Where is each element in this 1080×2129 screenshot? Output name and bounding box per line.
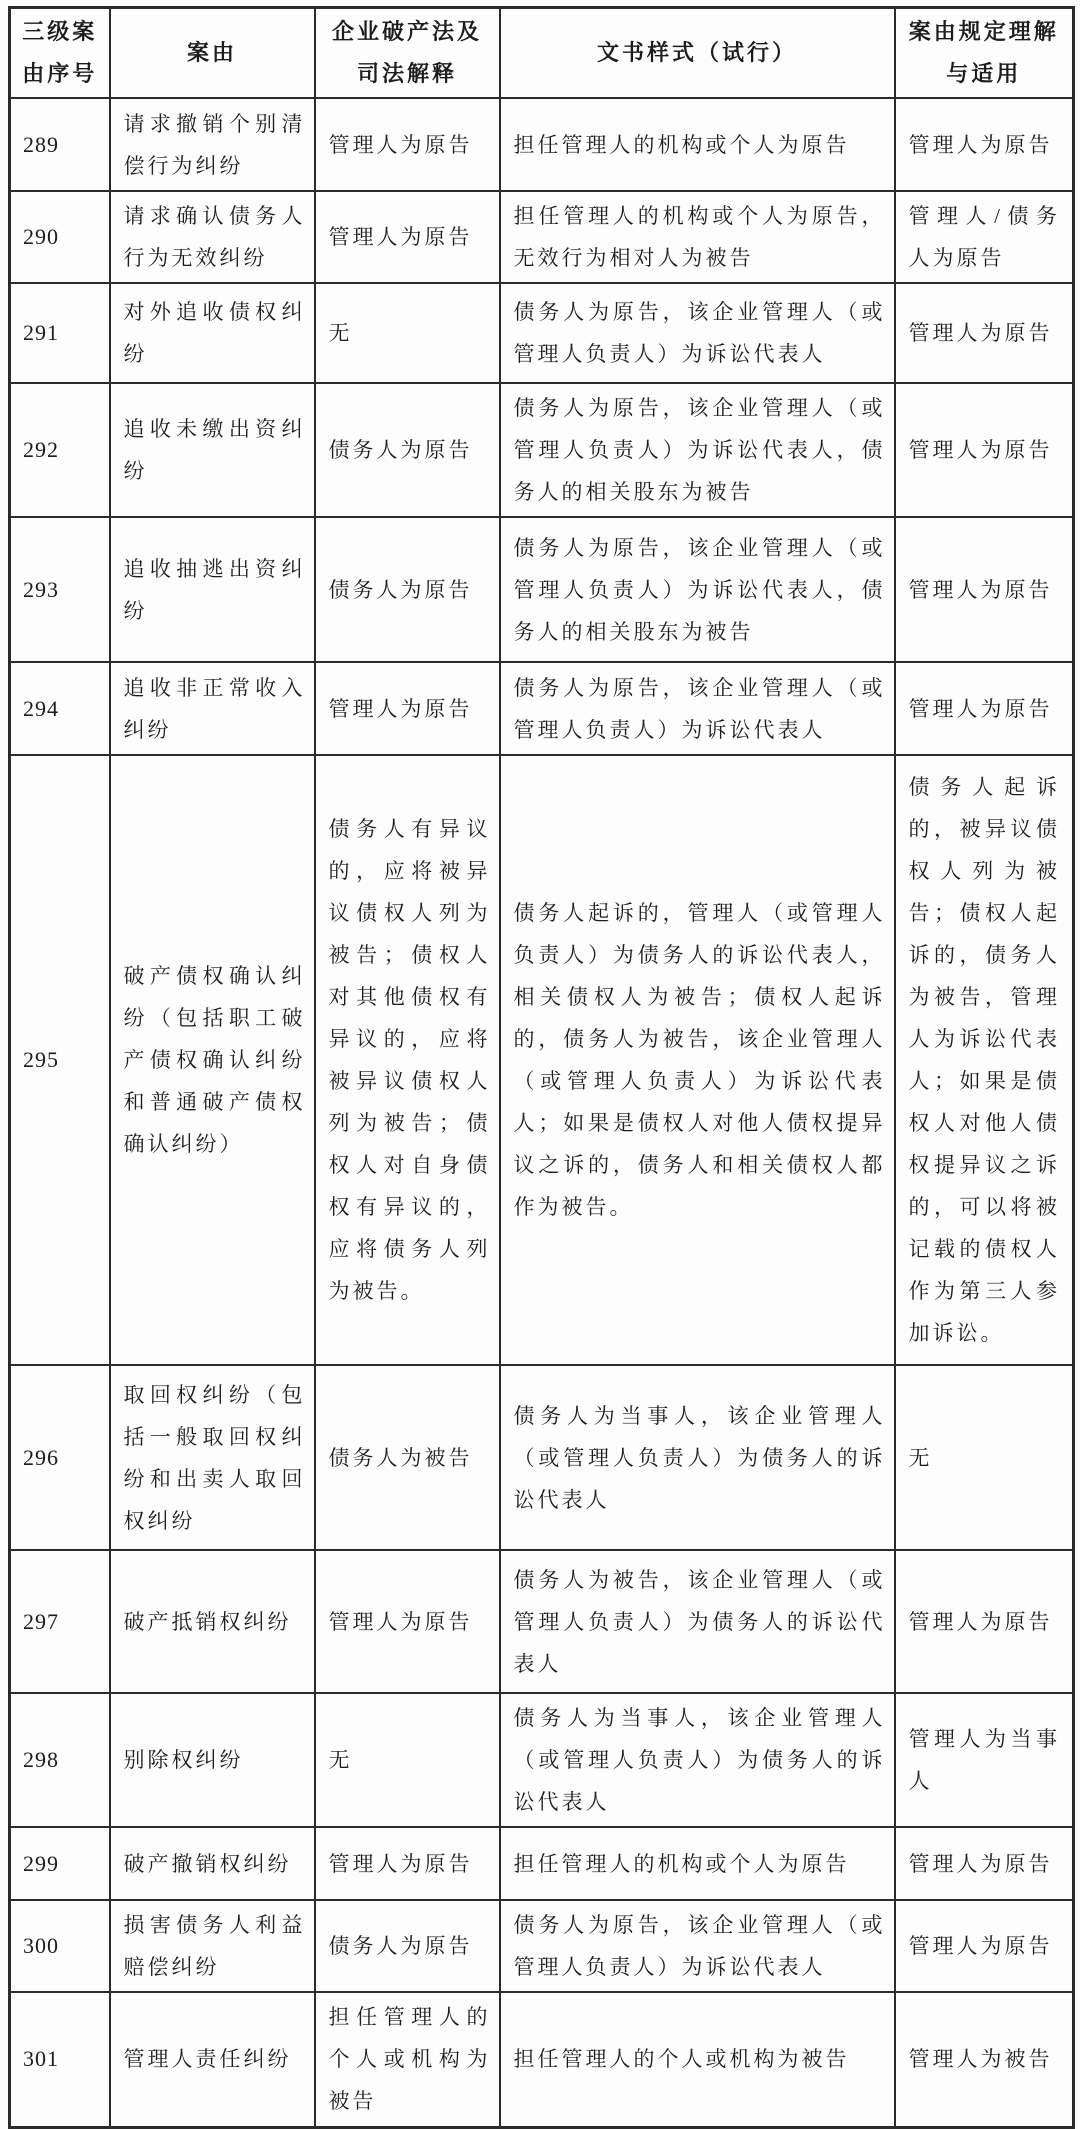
interpretation-cell: 管理人为原告 — [895, 383, 1074, 517]
law-cell: 债务人有异议的，应将被异议债权人列为被告；债权人对其他债权有异议的，应将被异议债权人列为被告；债权人对自身债权有异议的，应将债务人列为被告。 — [315, 755, 500, 1365]
law-cell: 债务人为原告 — [315, 1900, 500, 1992]
doc-style-cell: 担任管理人的机构或个人为原告 — [500, 1827, 895, 1900]
table-header-row — [10, 8, 1074, 99]
interpretation-cell: 管理人为当事人 — [895, 1693, 1074, 1827]
interpretation-cell: 债务人起诉的，被异议债权人列为被告；债权人起诉的，债务人为被告，管理人为诉讼代表人；如果是债权人对他人债权提异议之诉的，可以将被记载的债权人作为第三人参加诉讼。 — [895, 755, 1074, 1365]
case-no-cell: 298 — [10, 1693, 110, 1827]
case-no-cell: 290 — [10, 191, 110, 283]
law-cell: 管理人为原告 — [315, 662, 500, 755]
law-cell: 债务人为原告 — [315, 517, 500, 662]
doc-style-cell: 债务人为原告，该企业管理人（或管理人负责人）为诉讼代表人 — [500, 1900, 895, 1992]
case-no-cell: 294 — [10, 662, 110, 755]
doc-style-cell: 债务人为原告，该企业管理人（或管理人负责人）为诉讼代表人，债务人的相关股东为被告 — [500, 383, 895, 517]
cause-cell: 损害债务人利益赔偿纠纷 — [110, 1900, 315, 1992]
case-no-cell: 289 — [10, 98, 110, 191]
interpretation-cell: 管理人为原告 — [895, 1550, 1074, 1693]
doc-style-cell: 担任管理人的机构或个人为原告 — [500, 98, 895, 191]
cause-cell: 破产抵销权纠纷 — [110, 1550, 315, 1693]
case-no-cell: 297 — [10, 1550, 110, 1693]
law-cell: 管理人为原告 — [315, 98, 500, 191]
doc-style-cell: 债务人为当事人，该企业管理人（或管理人负责人）为债务人的诉讼代表人 — [500, 1365, 895, 1550]
interpretation-cell: 管理人为原告 — [895, 517, 1074, 662]
interpretation-cell: 管理人为原告 — [895, 1900, 1074, 1992]
doc-style-cell: 担任管理人的个人或机构为被告 — [500, 1992, 895, 2127]
table-row — [10, 662, 1074, 755]
table-row — [10, 98, 1074, 191]
law-cell: 管理人为原告 — [315, 191, 500, 283]
doc-style-cell: 债务人为原告，该企业管理人（或管理人负责人）为诉讼代表人 — [500, 662, 895, 755]
case-no-cell: 299 — [10, 1827, 110, 1900]
interpretation-cell: 管理人为原告 — [895, 662, 1074, 755]
table-row — [10, 1550, 1074, 1693]
doc-style-cell: 债务人为被告，该企业管理人（或管理人负责人）为债务人的诉讼代表人 — [500, 1550, 895, 1693]
cause-cell: 别除权纠纷 — [110, 1693, 315, 1827]
doc-style-cell: 债务人起诉的，管理人（或管理人负责人）为债务人的诉讼代表人，相关债权人为被告；债权人起诉的，债务人为被告，该企业管理人（或管理人负责人）为诉讼代表人；如果是债权人对他人债权提异议之诉的，债务人和相关债权人都作为被告。 — [500, 755, 895, 1365]
table-row — [10, 517, 1074, 662]
law-cell: 管理人为原告 — [315, 1827, 500, 1900]
table-row — [10, 755, 1074, 1365]
header-doc-style: 文书样式（试行） — [500, 8, 895, 99]
cause-cell: 对外追收债权纠纷 — [110, 283, 315, 383]
law-cell: 无 — [315, 1693, 500, 1827]
cause-cell: 追收非正常收入纠纷 — [110, 662, 315, 755]
case-cause-table — [8, 6, 1075, 2129]
table-row — [10, 1693, 1074, 1827]
cause-cell: 追收未缴出资纠纷 — [110, 383, 315, 517]
table-row — [10, 1827, 1074, 1900]
interpretation-cell: 管理人为原告 — [895, 98, 1074, 191]
case-no-cell: 295 — [10, 755, 110, 1365]
cause-cell: 破产撤销权纠纷 — [110, 1827, 315, 1900]
table-row — [10, 1900, 1074, 1992]
case-no-cell: 300 — [10, 1900, 110, 1992]
table-row — [10, 283, 1074, 383]
law-cell: 无 — [315, 283, 500, 383]
header-cause: 案由 — [110, 8, 315, 99]
cause-cell: 追收抽逃出资纠纷 — [110, 517, 315, 662]
doc-style-cell: 债务人为原告，该企业管理人（或管理人负责人）为诉讼代表人，债务人的相关股东为被告 — [500, 517, 895, 662]
case-no-cell: 296 — [10, 1365, 110, 1550]
interpretation-cell: 管理人为原告 — [895, 1827, 1074, 1900]
table-row — [10, 191, 1074, 283]
law-cell: 债务人为被告 — [315, 1365, 500, 1550]
cause-cell: 取回权纠纷（包括一般取回权纠纷和出卖人取回权纠纷 — [110, 1365, 315, 1550]
case-no-cell: 292 — [10, 383, 110, 517]
case-no-cell: 291 — [10, 283, 110, 383]
table-row — [10, 383, 1074, 517]
interpretation-cell: 管理人为被告 — [895, 1992, 1074, 2127]
interpretation-cell: 无 — [895, 1365, 1074, 1550]
law-cell: 管理人为原告 — [315, 1550, 500, 1693]
doc-style-cell: 债务人为原告，该企业管理人（或管理人负责人）为诉讼代表人 — [500, 283, 895, 383]
interpretation-cell: 管理人/债务人为原告 — [895, 191, 1074, 283]
law-cell: 担任管理人的个人或机构为被告 — [315, 1992, 500, 2127]
cause-cell: 请求撤销个别清偿行为纠纷 — [110, 98, 315, 191]
cause-cell: 请求确认债务人行为无效纠纷 — [110, 191, 315, 283]
case-no-cell: 293 — [10, 517, 110, 662]
header-interpretation: 案由规定理解与适用 — [895, 8, 1074, 99]
doc-style-cell: 担任管理人的机构或个人为原告，无效行为相对人为被告 — [500, 191, 895, 283]
law-cell: 债务人为原告 — [315, 383, 500, 517]
header-law: 企业破产法及司法解释 — [315, 8, 500, 99]
table-row — [10, 1365, 1074, 1550]
cause-cell: 管理人责任纠纷 — [110, 1992, 315, 2127]
case-no-cell: 301 — [10, 1992, 110, 2127]
cause-cell: 破产债权确认纠纷（包括职工破产债权确认纠纷和普通破产债权确认纠纷） — [110, 755, 315, 1365]
interpretation-cell: 管理人为原告 — [895, 283, 1074, 383]
table-row — [10, 1992, 1074, 2127]
doc-style-cell: 债务人为当事人，该企业管理人（或管理人负责人）为债务人的诉讼代表人 — [500, 1693, 895, 1827]
header-case-no: 三级案由序号 — [10, 8, 110, 99]
